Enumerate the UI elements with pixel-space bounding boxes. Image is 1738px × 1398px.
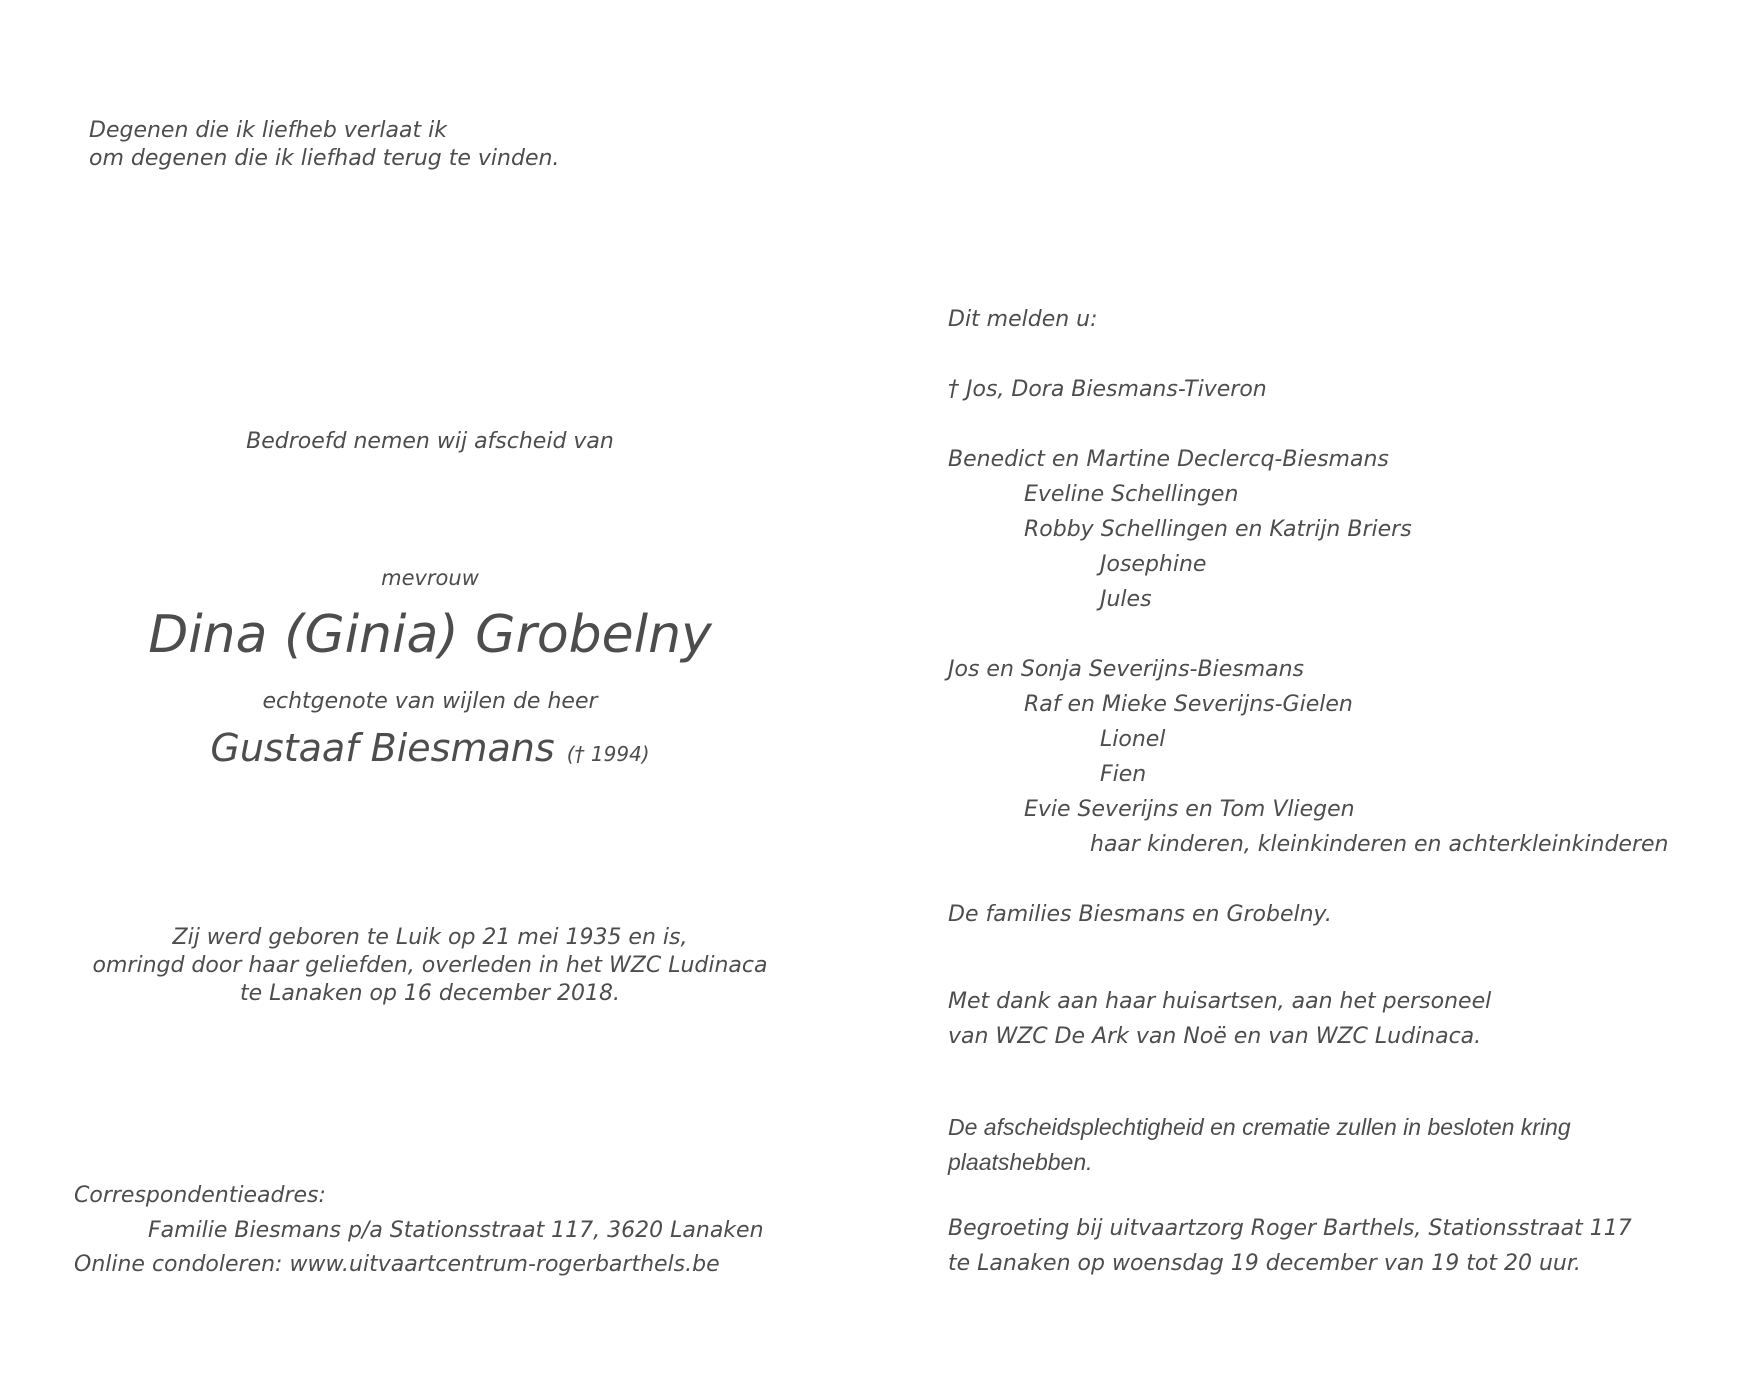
spouse-death-year: († 1994) bbox=[566, 742, 650, 766]
ceremony-line-1: De afscheidsplechtigheid en crematie zullen in besloten kring bbox=[948, 1114, 1571, 1140]
family-member: Fien bbox=[1100, 762, 1147, 787]
quote-line-1: Degenen die ik liefheb verlaat ik bbox=[89, 118, 447, 143]
family-member: † Jos, Dora Biesmans-Tiveron bbox=[948, 377, 1267, 402]
thanks-line-1: Met dank aan haar huisartsen, aan het personeel bbox=[948, 989, 1492, 1014]
birth-line-3: te Lanaken op 16 december 2018. bbox=[239, 981, 620, 1006]
spouse-relation: echtgenote van wijlen de heer bbox=[262, 689, 598, 714]
thanks-line-2: van WZC De Ark van Noë en van WZC Ludinaca. bbox=[948, 1024, 1482, 1049]
family-member: Lionel bbox=[1100, 727, 1166, 752]
honorific: mevrouw bbox=[381, 566, 479, 590]
ceremony-line-2: plaatshebben. bbox=[948, 1149, 1093, 1175]
spouse-line bbox=[0, 720, 860, 782]
greeting-line-2: te Lanaken op woensdag 19 december van 19 tot 20 uur. bbox=[948, 1251, 1581, 1276]
greeting-line-1: Begroeting bij uitvaartzorg Roger Barthels, Stationsstraat 117 bbox=[948, 1216, 1632, 1241]
family-member: Raf en Mieke Severijns-Gielen bbox=[1024, 692, 1353, 717]
family-member: Evie Severijns en Tom Vliegen bbox=[1024, 797, 1355, 822]
online-condolence: Online condoleren: www.uitvaartcentrum-rogerbarthels.be bbox=[74, 1252, 720, 1277]
quote-line-2: om degenen die ik liefhad terug te vinden. bbox=[89, 146, 560, 171]
family-member: Robby Schellingen en Katrijn Briers bbox=[1024, 517, 1412, 542]
correspondence-label: Correspondentieadres: bbox=[74, 1183, 326, 1208]
intro-text: Bedroefd nemen wij afscheid van bbox=[246, 429, 614, 454]
family-member: Eveline Schellingen bbox=[1024, 482, 1239, 507]
family-member: Josephine bbox=[1100, 552, 1207, 577]
birth-line-2: omringd door haar geliefden, overleden in het WZC Ludinaca bbox=[92, 953, 768, 978]
birth-line-1: Zij werd geboren te Luik op 21 mei 1935 en is, bbox=[172, 925, 688, 950]
spouse-name: Gustaaf Biesmans bbox=[210, 726, 555, 770]
family-summary: haar kinderen, kleinkinderen en achterkleinkinderen bbox=[1090, 832, 1669, 857]
family-member: Jules bbox=[1100, 587, 1152, 612]
announce-heading: Dit melden u: bbox=[948, 307, 1098, 332]
birth-death-info bbox=[0, 924, 860, 1008]
opening-quote bbox=[89, 117, 559, 173]
families-line: De families Biesmans en Grobelny. bbox=[948, 902, 1332, 927]
family-member: Benedict en Martine Declercq-Biesmans bbox=[948, 447, 1389, 472]
deceased-name: Dina (Ginia) Grobelny bbox=[148, 605, 712, 665]
correspondence-address: Familie Biesmans p/a Stationsstraat 117, 3620 Lanaken bbox=[148, 1218, 764, 1243]
family-member: Jos en Sonja Severijns-Biesmans bbox=[948, 657, 1305, 682]
